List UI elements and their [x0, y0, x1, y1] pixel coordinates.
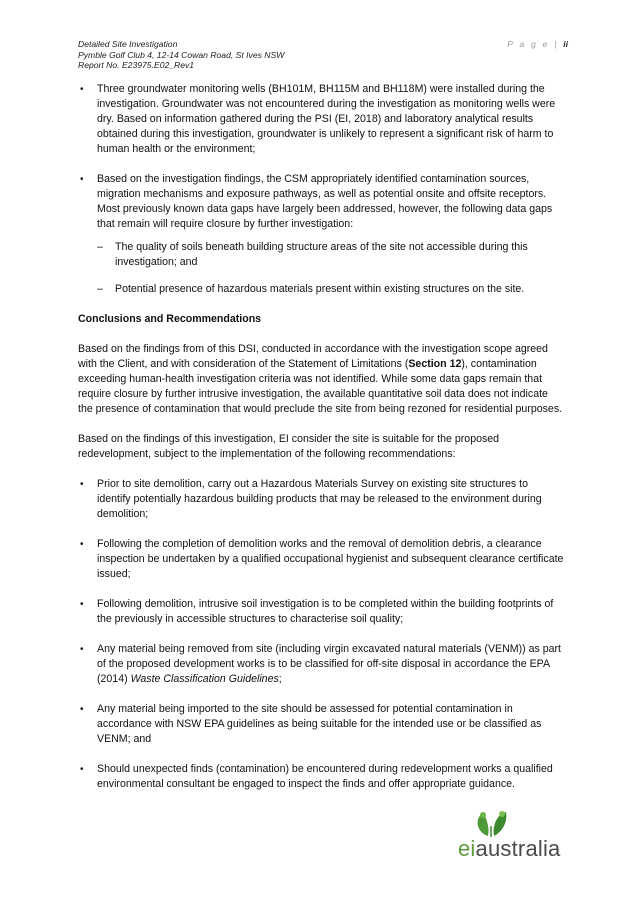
list-item [78, 82, 564, 157]
list-item [78, 702, 564, 747]
page-number [507, 39, 568, 50]
header-report-number: Report No. E23975.E02_Rev1 [78, 60, 195, 70]
company-logo [458, 808, 568, 860]
sub-list-item [97, 282, 564, 297]
sub-list-item [97, 240, 564, 270]
bullet-icon: • [80, 644, 84, 655]
list-item [78, 172, 564, 297]
header-report-title: Detailed Site Investigation [78, 39, 178, 49]
header-site-address: Pymble Golf Club 4, 12-14 Cowan Road, St Ives NSW [78, 49, 285, 60]
logo-australia: australia [475, 836, 561, 861]
list-item [78, 642, 564, 687]
recommendations-list [78, 477, 564, 792]
section-reference: Section 12 [408, 358, 462, 370]
list-item-text-part: Any material being removed from site (including virgin excavated natural materials (VENM)) as part of the proposed development works is to be classified for off-site disposal in accordance the EPA (2014) [97, 643, 561, 685]
list-item-text-part: ; [278, 673, 282, 685]
sub-list-item-text: Potential presence of hazardous materials present within existing structures on the site. [115, 283, 525, 295]
page-header [78, 39, 568, 71]
list-item-text: Any material being imported to the site should be assessed for potential contamination in accordance with NSW EPA guidelines as being suitable for the intended use or be classified as VENM; and [97, 703, 542, 745]
bullet-icon: • [80, 539, 84, 550]
dash-icon: – [97, 241, 103, 253]
bullet-icon: • [80, 599, 84, 610]
list-item [78, 537, 564, 582]
bullet-icon: • [80, 174, 84, 185]
bullet-icon: • [80, 764, 84, 775]
dash-icon: – [97, 283, 103, 295]
sub-list-item-text: The quality of soils beneath building structure areas of the site not accessible during this investigation; and [115, 241, 528, 268]
leaf-figures-icon [458, 808, 568, 838]
list-item-text: Based on the investigation findings, the CSM appropriately identified contamination sources, migration mechanisms and exposure pathways, as well as potential onsite and offsite receptors. Most previously known data gaps have largely been addressed, however, the following data gaps that remain will require closure by further investigation: [97, 173, 553, 230]
list-item-text: Prior to site demolition, carry out a Hazardous Materials Survey on existing site structures to identify potentially hazardous building products that may be released to the environment during demolition; [97, 478, 542, 520]
list-item [78, 477, 564, 522]
list-item-text: Should unexpected finds (contamination) be encountered during redevelopment works a qualified environmental consultant be engaged to inspect the finds and offer appropriate guidance. [97, 763, 553, 790]
paragraph-text: Based on the findings from of this DSI, conducted in accordance with the investigation scope agreed with the Client, and with consideration of the Statement of Limitations ( [78, 343, 548, 370]
section-heading: Conclusions and Recommendations [78, 313, 262, 325]
logo-wordmark [458, 836, 561, 862]
bullet-icon: • [80, 84, 84, 95]
page-number-value: ii [563, 39, 568, 49]
list-item-text: Three groundwater monitoring wells (BH101M, BH115M and BH118M) were installed during the investigation. Groundwater was not encountered during the investigation as monitoring wells were dry. Based on information gathered during the PSI (EI, 2018) and laboratory analytical results obtained during this investigation, groundwater is unlikely to represent a significant risk of harm to human health or the environment; [97, 83, 556, 155]
list-item [78, 597, 564, 627]
recommendation-intro: Based on the findings of this investigation, EI consider the site is suitable for the proposed redevelopment, subject to the implementation of the following recommendations: [78, 433, 500, 460]
list-item-text: Following the completion of demolition works and the removal of demolition debris, a clearance inspection be undertaken by a qualified occupational hygienist and subsequent clearance certificate issued; [97, 538, 564, 580]
findings-list [78, 82, 564, 297]
guideline-title: Waste Classification Guidelines [130, 673, 279, 685]
document-body [78, 82, 564, 807]
list-item [78, 762, 564, 792]
logo-ei: ei [458, 836, 476, 861]
list-item-text: Following demolition, intrusive soil investigation is to be completed within the building footprints of the previously in accessible structures to characterise soil quality; [97, 598, 554, 625]
paragraph-text: ), contamination exceeding human-health investigation criteria was not identified. While some data gaps remain that require closure by further intrusive investigation, the available quantitative soil data does not indicate the presence of contamination that would preclude the site from being rezoned for residential purposes. [78, 358, 563, 415]
data-gaps-list [97, 240, 564, 297]
list-item-text [97, 643, 561, 685]
page-label: P a g e | [507, 39, 559, 49]
bullet-icon: • [80, 479, 84, 490]
bullet-icon: • [80, 704, 84, 715]
conclusion-paragraph [78, 342, 564, 417]
